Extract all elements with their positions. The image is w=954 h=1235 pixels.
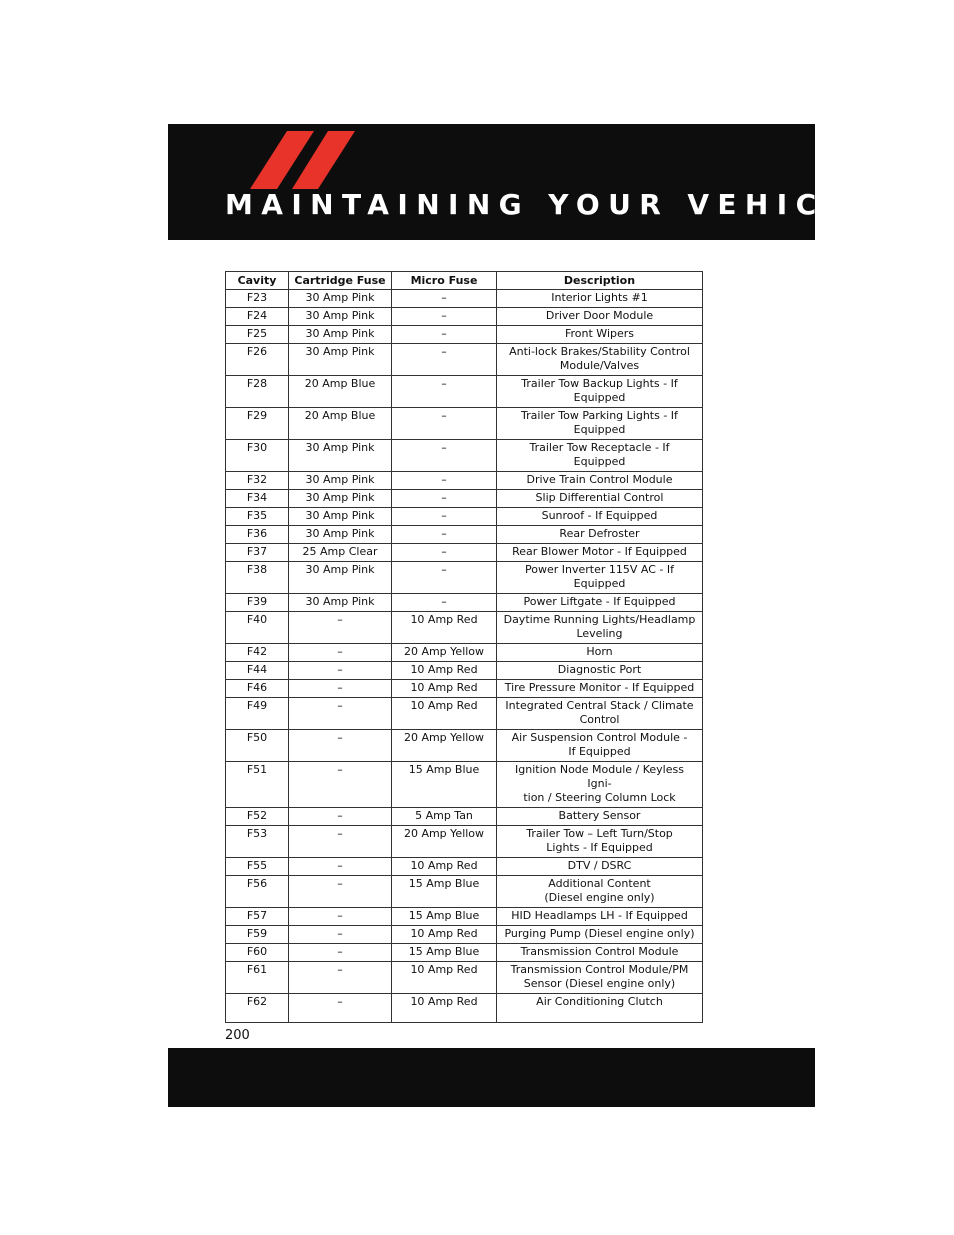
cavity-cell: F28 bbox=[226, 376, 289, 408]
table-row bbox=[226, 926, 703, 944]
cavity-cell: F61 bbox=[226, 962, 289, 994]
column-header-micro-fuse: Micro Fuse bbox=[392, 272, 497, 290]
micro-fuse-cell: – bbox=[392, 508, 497, 526]
micro-fuse-cell: 10 Amp Red bbox=[392, 680, 497, 698]
cavity-cell: F56 bbox=[226, 876, 289, 908]
micro-fuse-cell: – bbox=[392, 526, 497, 544]
cartridge-fuse-cell: 30 Amp Pink bbox=[289, 526, 392, 544]
description-cell: Rear Blower Motor - If Equipped bbox=[497, 544, 703, 562]
micro-fuse-cell: 10 Amp Red bbox=[392, 926, 497, 944]
cartridge-fuse-cell: 30 Amp Pink bbox=[289, 508, 392, 526]
cartridge-fuse-cell: – bbox=[289, 698, 392, 730]
micro-fuse-cell: – bbox=[392, 344, 497, 376]
description-cell: Daytime Running Lights/Headlamp Leveling bbox=[497, 612, 703, 644]
micro-fuse-cell: 10 Amp Red bbox=[392, 698, 497, 730]
cartridge-fuse-cell: – bbox=[289, 908, 392, 926]
section-title: MAINTAINING YOUR VEHICLE bbox=[225, 188, 879, 221]
micro-fuse-cell: 20 Amp Yellow bbox=[392, 826, 497, 858]
table-row bbox=[226, 944, 703, 962]
cartridge-fuse-cell: 30 Amp Pink bbox=[289, 472, 392, 490]
cartridge-fuse-cell: 30 Amp Pink bbox=[289, 440, 392, 472]
cavity-cell: F51 bbox=[226, 762, 289, 808]
cartridge-fuse-cell: 30 Amp Pink bbox=[289, 490, 392, 508]
description-cell: Air Conditioning Clutch bbox=[497, 994, 703, 1023]
micro-fuse-cell: – bbox=[392, 376, 497, 408]
table-row bbox=[226, 644, 703, 662]
cartridge-fuse-cell: – bbox=[289, 680, 392, 698]
cartridge-fuse-cell: 30 Amp Pink bbox=[289, 326, 392, 344]
description-cell: Driver Door Module bbox=[497, 308, 703, 326]
description-cell: Power Inverter 115V AC - If Equipped bbox=[497, 562, 703, 594]
description-cell: Trailer Tow Receptacle - If Equipped bbox=[497, 440, 703, 472]
description-cell: Purging Pump (Diesel engine only) bbox=[497, 926, 703, 944]
cartridge-fuse-cell: – bbox=[289, 730, 392, 762]
description-cell: Tire Pressure Monitor - If Equipped bbox=[497, 680, 703, 698]
fuse-table-body bbox=[226, 290, 703, 1023]
micro-fuse-cell: 15 Amp Blue bbox=[392, 762, 497, 808]
table-row bbox=[226, 612, 703, 644]
header-band bbox=[168, 124, 879, 240]
table-row bbox=[226, 508, 703, 526]
table-row bbox=[226, 908, 703, 926]
cartridge-fuse-cell: 30 Amp Pink bbox=[289, 344, 392, 376]
table-row bbox=[226, 762, 703, 808]
table-row bbox=[226, 472, 703, 490]
cavity-cell: F42 bbox=[226, 644, 289, 662]
micro-fuse-cell: – bbox=[392, 472, 497, 490]
cartridge-fuse-cell: 20 Amp Blue bbox=[289, 408, 392, 440]
cartridge-fuse-cell: – bbox=[289, 962, 392, 994]
description-cell: Anti-lock Brakes/Stability Control Module/Valves bbox=[497, 344, 703, 376]
cartridge-fuse-cell: – bbox=[289, 926, 392, 944]
column-header-cavity: Cavity bbox=[226, 272, 289, 290]
cavity-cell: F26 bbox=[226, 344, 289, 376]
cartridge-fuse-cell: 20 Amp Blue bbox=[289, 376, 392, 408]
description-cell: Transmission Control Module/PM Sensor (Diesel engine only) bbox=[497, 962, 703, 994]
description-cell: Battery Sensor bbox=[497, 808, 703, 826]
cavity-cell: F29 bbox=[226, 408, 289, 440]
table-row bbox=[226, 808, 703, 826]
table-row bbox=[226, 344, 703, 376]
description-cell: Interior Lights #1 bbox=[497, 290, 703, 308]
cartridge-fuse-cell: – bbox=[289, 858, 392, 876]
cavity-cell: F35 bbox=[226, 508, 289, 526]
cavity-cell: F53 bbox=[226, 826, 289, 858]
micro-fuse-cell: 5 Amp Tan bbox=[392, 808, 497, 826]
page-number: 200 bbox=[225, 1028, 250, 1043]
micro-fuse-cell: 20 Amp Yellow bbox=[392, 644, 497, 662]
description-cell: Front Wipers bbox=[497, 326, 703, 344]
micro-fuse-cell: – bbox=[392, 440, 497, 472]
micro-fuse-cell: 10 Amp Red bbox=[392, 662, 497, 680]
cartridge-fuse-cell: – bbox=[289, 944, 392, 962]
micro-fuse-cell: – bbox=[392, 326, 497, 344]
footer-band bbox=[168, 1048, 815, 1107]
micro-fuse-cell: – bbox=[392, 544, 497, 562]
cavity-cell: F36 bbox=[226, 526, 289, 544]
cartridge-fuse-cell: – bbox=[289, 762, 392, 808]
table-header-row bbox=[226, 272, 703, 290]
micro-fuse-cell: – bbox=[392, 290, 497, 308]
double-slash-stripes-icon bbox=[248, 130, 358, 190]
cartridge-fuse-cell: – bbox=[289, 826, 392, 858]
micro-fuse-cell: – bbox=[392, 308, 497, 326]
cavity-cell: F40 bbox=[226, 612, 289, 644]
cavity-cell: F55 bbox=[226, 858, 289, 876]
description-cell: DTV / DSRC bbox=[497, 858, 703, 876]
table-row bbox=[226, 526, 703, 544]
cavity-cell: F52 bbox=[226, 808, 289, 826]
table-row bbox=[226, 662, 703, 680]
cartridge-fuse-cell: – bbox=[289, 612, 392, 644]
cartridge-fuse-cell: 25 Amp Clear bbox=[289, 544, 392, 562]
description-cell: Diagnostic Port bbox=[497, 662, 703, 680]
description-cell: Sunroof - If Equipped bbox=[497, 508, 703, 526]
cartridge-fuse-cell: – bbox=[289, 876, 392, 908]
column-header-cartridge-fuse: Cartridge Fuse bbox=[289, 272, 392, 290]
cartridge-fuse-cell: – bbox=[289, 994, 392, 1023]
cavity-cell: F46 bbox=[226, 680, 289, 698]
description-cell: Horn bbox=[497, 644, 703, 662]
description-cell: Integrated Central Stack / Climate Control bbox=[497, 698, 703, 730]
cavity-cell: F49 bbox=[226, 698, 289, 730]
cavity-cell: F59 bbox=[226, 926, 289, 944]
micro-fuse-cell: 10 Amp Red bbox=[392, 994, 497, 1023]
cavity-cell: F37 bbox=[226, 544, 289, 562]
table-row bbox=[226, 562, 703, 594]
cartridge-fuse-cell: – bbox=[289, 644, 392, 662]
description-cell: Trailer Tow Parking Lights - If Equipped bbox=[497, 408, 703, 440]
description-cell: Ignition Node Module / Keyless Igni- tion / Steering Column Lock bbox=[497, 762, 703, 808]
cartridge-fuse-cell: 30 Amp Pink bbox=[289, 308, 392, 326]
cavity-cell: F44 bbox=[226, 662, 289, 680]
micro-fuse-cell: 20 Amp Yellow bbox=[392, 730, 497, 762]
cavity-cell: F25 bbox=[226, 326, 289, 344]
description-cell: Trailer Tow – Left Turn/Stop Lights - If Equipped bbox=[497, 826, 703, 858]
cartridge-fuse-cell: – bbox=[289, 662, 392, 680]
cavity-cell: F38 bbox=[226, 562, 289, 594]
table-row bbox=[226, 440, 703, 472]
cavity-cell: F57 bbox=[226, 908, 289, 926]
table-row bbox=[226, 308, 703, 326]
micro-fuse-cell: 10 Amp Red bbox=[392, 858, 497, 876]
description-cell: Rear Defroster bbox=[497, 526, 703, 544]
description-cell: Additional Content (Diesel engine only) bbox=[497, 876, 703, 908]
cartridge-fuse-cell: – bbox=[289, 808, 392, 826]
cavity-cell: F34 bbox=[226, 490, 289, 508]
micro-fuse-cell: 15 Amp Blue bbox=[392, 944, 497, 962]
description-cell: Air Suspension Control Module - If Equipped bbox=[497, 730, 703, 762]
micro-fuse-cell: – bbox=[392, 594, 497, 612]
micro-fuse-cell: 15 Amp Blue bbox=[392, 876, 497, 908]
description-cell: Trailer Tow Backup Lights - If Equipped bbox=[497, 376, 703, 408]
description-cell: Power Liftgate - If Equipped bbox=[497, 594, 703, 612]
cavity-cell: F62 bbox=[226, 994, 289, 1023]
micro-fuse-cell: 10 Amp Red bbox=[392, 962, 497, 994]
table-row bbox=[226, 994, 703, 1023]
table-row bbox=[226, 680, 703, 698]
description-cell: Drive Train Control Module bbox=[497, 472, 703, 490]
cartridge-fuse-cell: 30 Amp Pink bbox=[289, 562, 392, 594]
table-row bbox=[226, 594, 703, 612]
table-row bbox=[226, 290, 703, 308]
table-row bbox=[226, 858, 703, 876]
cavity-cell: F30 bbox=[226, 440, 289, 472]
cavity-cell: F32 bbox=[226, 472, 289, 490]
cavity-cell: F60 bbox=[226, 944, 289, 962]
table-row bbox=[226, 730, 703, 762]
micro-fuse-cell: – bbox=[392, 562, 497, 594]
fuse-table bbox=[225, 271, 703, 1023]
description-cell: HID Headlamps LH - If Equipped bbox=[497, 908, 703, 926]
micro-fuse-cell: 15 Amp Blue bbox=[392, 908, 497, 926]
description-cell: Transmission Control Module bbox=[497, 944, 703, 962]
table-row bbox=[226, 490, 703, 508]
cartridge-fuse-cell: 30 Amp Pink bbox=[289, 290, 392, 308]
table-row bbox=[226, 876, 703, 908]
cavity-cell: F24 bbox=[226, 308, 289, 326]
description-cell: Slip Differential Control bbox=[497, 490, 703, 508]
micro-fuse-cell: – bbox=[392, 408, 497, 440]
table-row bbox=[226, 698, 703, 730]
table-row bbox=[226, 376, 703, 408]
table-row bbox=[226, 544, 703, 562]
cavity-cell: F50 bbox=[226, 730, 289, 762]
cavity-cell: F23 bbox=[226, 290, 289, 308]
table-row bbox=[226, 408, 703, 440]
table-row bbox=[226, 326, 703, 344]
cartridge-fuse-cell: 30 Amp Pink bbox=[289, 594, 392, 612]
table-row bbox=[226, 962, 703, 994]
cavity-cell: F39 bbox=[226, 594, 289, 612]
table-row bbox=[226, 826, 703, 858]
micro-fuse-cell: 10 Amp Red bbox=[392, 612, 497, 644]
column-header-description: Description bbox=[497, 272, 703, 290]
micro-fuse-cell: – bbox=[392, 490, 497, 508]
